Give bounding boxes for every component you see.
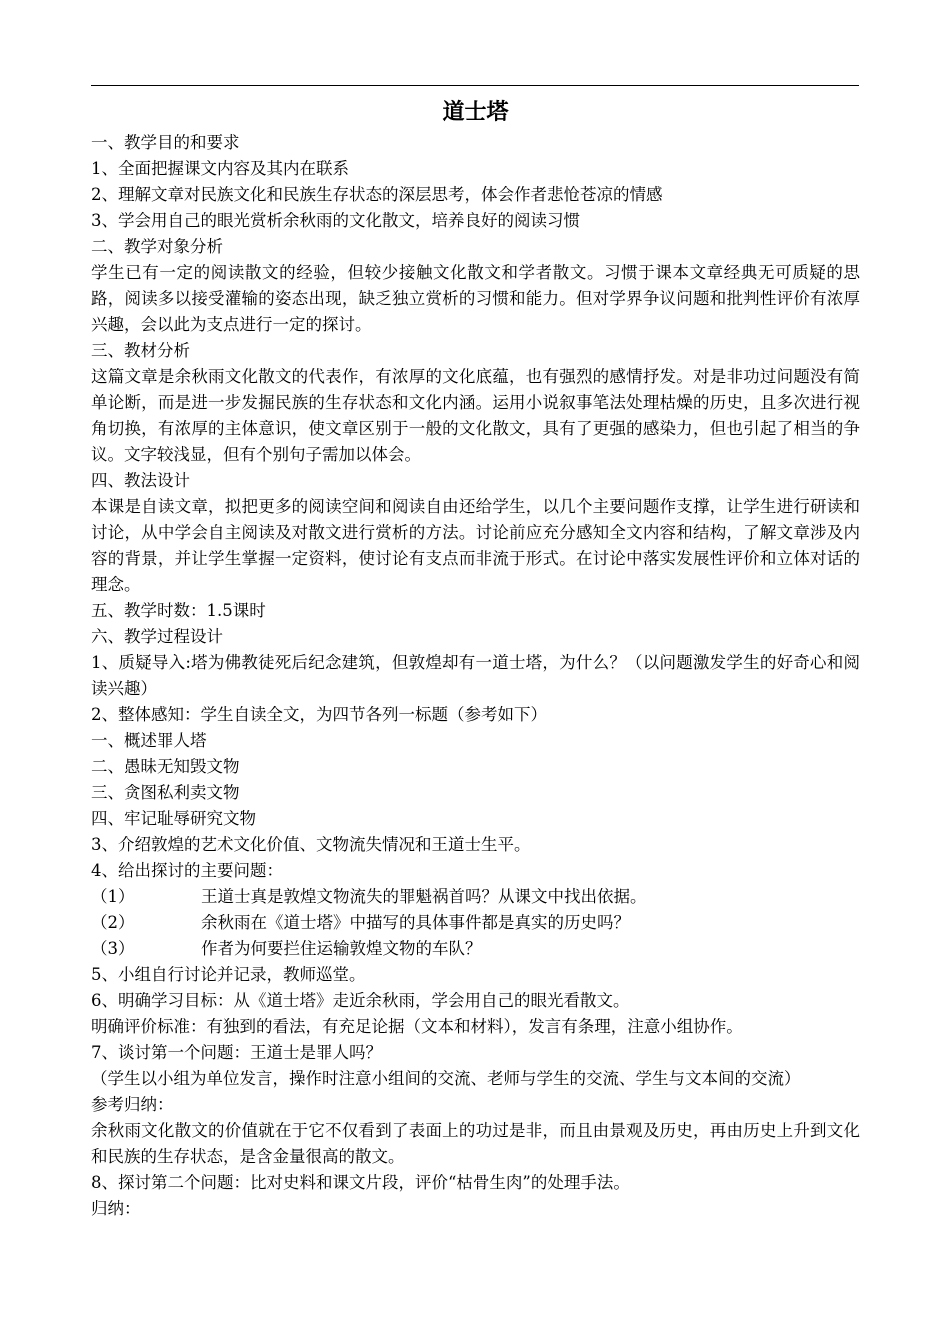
text-line: 四、牢记耻辱研究文物 bbox=[91, 809, 256, 828]
text-line: 参考归纳： bbox=[91, 1095, 174, 1114]
paragraph: （学生以小组为单位发言，操作时注意小组间的交流、老师与学生的交流、学生与文本间的交流） bbox=[91, 1069, 801, 1088]
text-line: 二、愚昧无知毁文物 bbox=[91, 757, 240, 776]
paragraph: 1、质疑导入:塔为佛教徒死后纪念建筑，但敦煌却有一道士塔，为什么？（以问题激发学生的好奇心和阅读兴趣） bbox=[91, 653, 860, 698]
text-line: 归纳： bbox=[91, 1199, 141, 1218]
paragraph: 学生已有一定的阅读散文的经验，但较少接触文化散文和学者散文。习惯于课本文章经典无可质疑的思路，阅读多以接受灌输的姿态出现，缺乏独立赏析的习惯和能力。但对学界争议问题和批判性评价有浓厚兴趣，会以此为支点进行一定的探讨。 bbox=[91, 263, 860, 334]
question-number: （1） bbox=[91, 887, 135, 906]
text-line: 2、整体感知：学生自读全文，为四节各列一标题（参考如下） bbox=[91, 705, 547, 724]
question-text: 余秋雨在《道士塔》中描写的具体事件都是真实的历史吗？ bbox=[201, 913, 630, 932]
document-page bbox=[91, 96, 860, 1222]
document-body bbox=[91, 130, 860, 1222]
text-line: 2、理解文章对民族文化和民族生存状态的深层思考，体会作者悲怆苍凉的情感 bbox=[91, 185, 663, 204]
text-line: 8、探讨第二个问题：比对史料和课文片段，评价“枯骨生肉”的处理手法。 bbox=[91, 1173, 630, 1192]
text-line: 1、全面把握课文内容及其内在联系 bbox=[91, 159, 349, 178]
text-line: 六、教学过程设计 bbox=[91, 627, 223, 646]
document-title: 道士塔 bbox=[442, 100, 509, 125]
text-line: 三、教材分析 bbox=[91, 341, 190, 360]
text-line: 6、明确学习目标：从《道士塔》走近余秋雨，学会用自己的眼光看散文。 bbox=[91, 991, 630, 1010]
text-line: 3、学会用自己的眼光赏析余秋雨的文化散文，培养良好的阅读习惯 bbox=[91, 211, 580, 230]
text-line: 二、教学对象分析 bbox=[91, 237, 223, 256]
paragraph: 这篇文章是余秋雨文化散文的代表作，有浓厚的文化底蕴，也有强烈的感情抒发。对是非功过问题没有简单论断，而是进一步发掘民族的生存状态和文化内涵。运用小说叙事笔法处理枯燥的历史，且多次进行视角切换，有浓厚的主体意识，使文章区别于一般的文化散文，具有了更强的感染力，但也引起了相当的争议。文字较浅显，但有个别句子需加以体会。 bbox=[91, 367, 860, 464]
question-text: 王道士真是敦煌文物流失的罪魁祸首吗？从课文中找出依据。 bbox=[201, 887, 647, 906]
text-line: 三、贪图私利卖文物 bbox=[91, 783, 240, 802]
text-line: 明确评价标准：有独到的看法，有充足论据（文本和材料），发言有条理，注意小组协作。 bbox=[91, 1017, 743, 1036]
text-line: 一、概述罪人塔 bbox=[91, 731, 207, 750]
question-item bbox=[91, 936, 860, 962]
text-line: 四、教法设计 bbox=[91, 471, 190, 490]
question-number: （2） bbox=[91, 913, 135, 932]
header-rule bbox=[91, 85, 859, 86]
paragraph: 余秋雨文化散文的价值就在于它不仅看到了表面上的功过是非，而且由景观及历史，再由历史上升到文化和民族的生存状态，是含金量很高的散文。 bbox=[91, 1121, 860, 1166]
text-line: 一、教学目的和要求 bbox=[91, 133, 240, 152]
question-number: （3） bbox=[91, 939, 135, 958]
question-item bbox=[91, 884, 860, 910]
text-line: 5、小组自行讨论并记录，教师巡堂。 bbox=[91, 965, 366, 984]
text-line: 7、谈讨第一个问题：王道士是罪人吗？ bbox=[91, 1043, 382, 1062]
question-item bbox=[91, 910, 860, 936]
question-text: 作者为何要拦住运输敦煌文物的车队？ bbox=[201, 939, 482, 958]
text-line: 4、给出探讨的主要问题： bbox=[91, 861, 283, 880]
paragraph: 本课是自读文章，拟把更多的阅读空间和阅读自由还给学生，以几个主要问题作支撑，让学生进行研读和讨论，从中学会自主阅读及对散文进行赏析的方法。讨论前应充分感知全文内容和结构，了解文章涉及内容的背景，并让学生掌握一定资料，使讨论有支点而非流于形式。在讨论中落实发展性评价和立体对话的理念。 bbox=[91, 497, 860, 594]
text-line: 3、介绍敦煌的艺术文化价值、文物流失情况和王道士生平。 bbox=[91, 835, 531, 854]
text-line: 五、教学时数：1.5课时 bbox=[91, 601, 266, 620]
